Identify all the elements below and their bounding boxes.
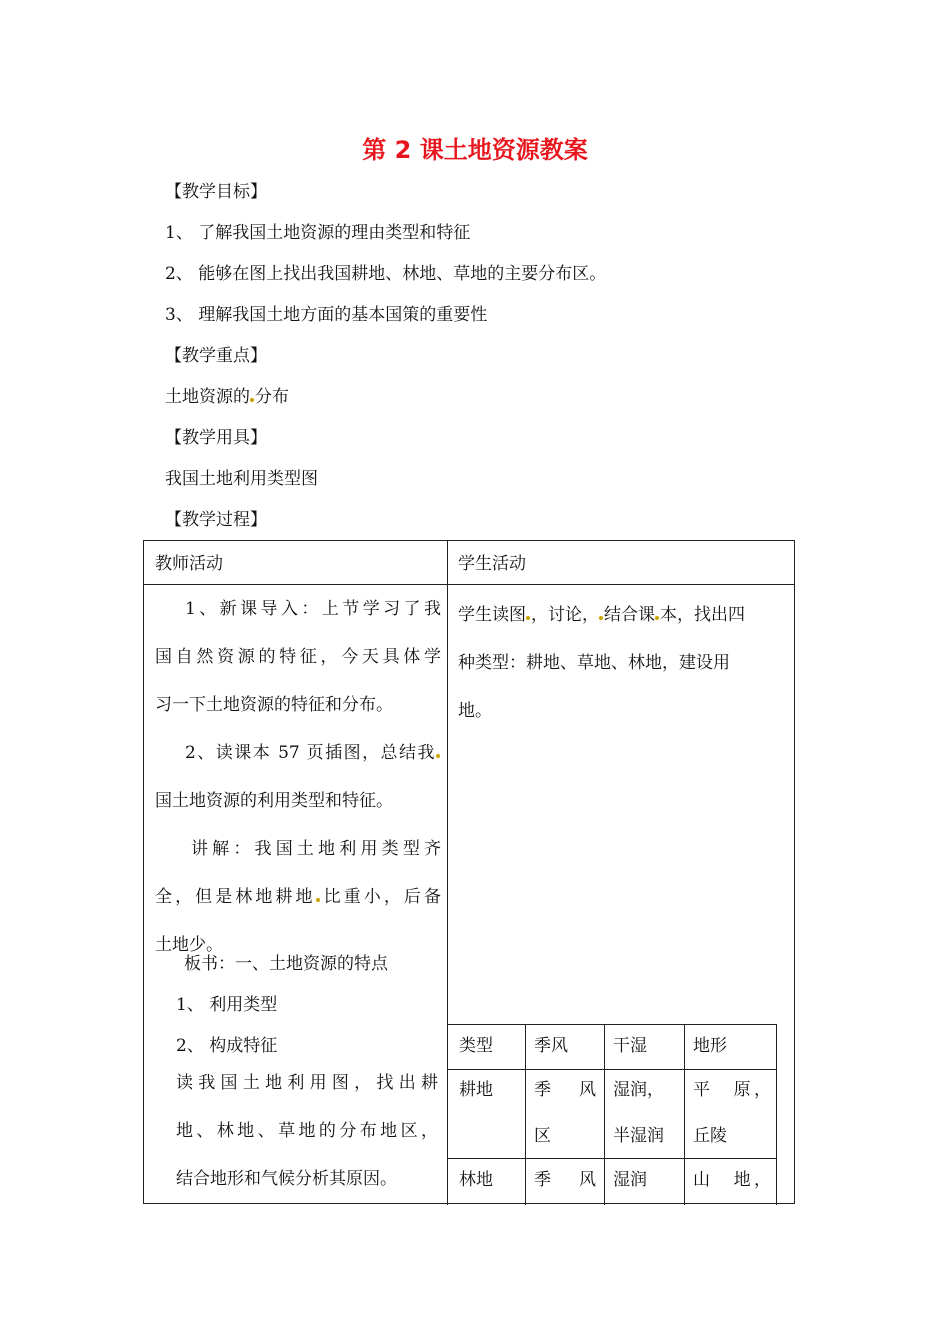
inner-row1-terrain-2: 丘陵 xyxy=(693,1126,727,1146)
inner-header-moisture: 干湿 xyxy=(613,1036,647,1056)
key-text xyxy=(165,382,289,407)
teacher-column-header: 教师活动 xyxy=(155,554,223,574)
goal-item-3: 3、 理解我国土地方面的基本国策的重要性 xyxy=(165,305,488,325)
inner-row2-terrain: 山 地， xyxy=(693,1170,771,1190)
teacher-map-paragraph: 读我国土地利用图，找出耕 地、林地、草地的分布地区， 结合地形和气候分析其原因。 xyxy=(176,1073,438,1189)
key-heading: 【教学重点】 xyxy=(165,346,267,366)
mark-dot xyxy=(655,616,659,620)
goal-item-2: 2、 能够在图上找出我国耕地、林地、草地的主要分布区。 xyxy=(165,264,607,284)
teacher-intro-paragraph: 1、新课导入：上节学习了我 国自然资源的特征，今天具体学 习一下土地资源的特征和分布。 xyxy=(155,599,441,715)
inner-row1-terrain: 平 原， xyxy=(693,1080,771,1100)
mark-dot xyxy=(599,616,603,620)
student-column-header: 学生活动 xyxy=(458,554,526,574)
inner-row1-moisture: 湿润， xyxy=(613,1080,664,1100)
land-type-table xyxy=(447,1024,777,1205)
key-text-a: 土地资源的 xyxy=(165,387,250,407)
mark-dot xyxy=(526,616,530,620)
goal-item-1: 1、 了解我国土地资源的理由类型和特征 xyxy=(165,223,471,243)
lesson-process-table xyxy=(143,540,795,1204)
mark-dot xyxy=(436,754,440,758)
tools-heading: 【教学用具】 xyxy=(165,428,267,448)
goal-heading: 【教学目标】 xyxy=(165,182,267,202)
board-item-2: 2、 构成特征 xyxy=(176,1036,278,1056)
board-item-1: 1、 利用类型 xyxy=(176,995,278,1015)
inner-header-type: 类型 xyxy=(459,1036,493,1056)
inner-header-terrain: 地形 xyxy=(693,1036,727,1056)
process-heading: 【教学过程】 xyxy=(165,510,267,530)
student-activity-text: 学生读图 ，讨论， 结合课 本，找出四 种类型：耕地、草地、林地，建设用 地。 xyxy=(458,605,745,721)
page-title: 第 2 课土地资源教案 xyxy=(362,136,588,164)
inner-row1-moisture-2: 半湿润 xyxy=(613,1126,664,1146)
inner-row2-monsoon: 季 风 xyxy=(534,1170,596,1190)
tools-text: 我国土地利用类型图 xyxy=(165,469,318,489)
inner-row2-moisture: 湿润 xyxy=(613,1170,647,1190)
inner-row1-type: 耕地 xyxy=(459,1080,493,1100)
teacher-reading-paragraph: 2、读课本 57 页插图，总结我 国土地资源的利用类型和特征。 xyxy=(155,729,441,825)
inner-row2-type: 林地 xyxy=(459,1170,493,1190)
inner-header-monsoon: 季风 xyxy=(534,1036,568,1056)
key-text-b: 分布 xyxy=(255,387,289,407)
mark-dot xyxy=(250,398,254,402)
inner-row1-monsoon: 季 风 xyxy=(534,1080,596,1100)
mark-dot xyxy=(316,898,320,902)
inner-row1-monsoon-2: 区 xyxy=(534,1126,551,1146)
board-heading: 板书：一、土地资源的特点 xyxy=(184,954,388,974)
teacher-explain-paragraph: 讲解：我国土地利用类型齐 全，但是林地耕地 比重小，后备 土地少。 xyxy=(155,839,442,955)
